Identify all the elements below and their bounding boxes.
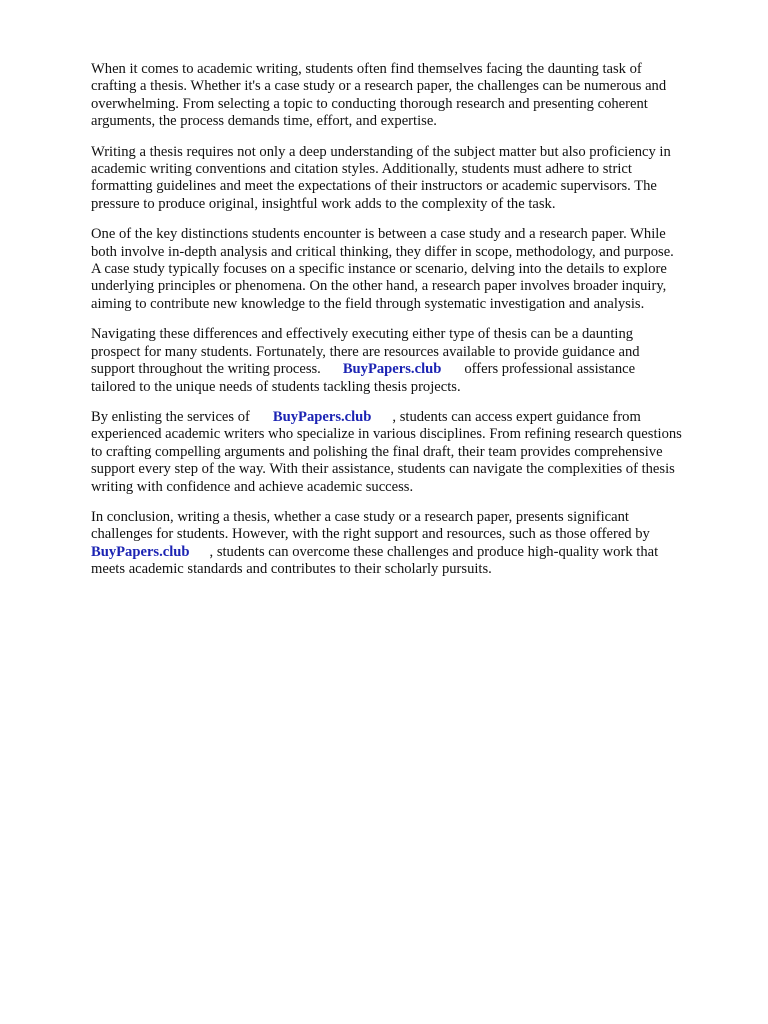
text-line: When it comes to academic writing, students often find themselves facing the daunting task of	[91, 61, 642, 77]
paragraph-distinctions	[91, 226, 731, 313]
text-line: support every step of the way. With their assistance, students can navigate the complexities of thesis	[91, 461, 675, 478]
text-line: writing with confidence and achieve academic success.	[91, 478, 414, 495]
paragraph-navigating	[91, 326, 731, 396]
text-line: prospect for many students. Fortunately, there are resources available to provide guidance and	[91, 343, 640, 360]
text-segment: , students can overcome these challenges and produce high-quality work that	[209, 543, 659, 560]
text-line: One of the key distinctions students encounter is between a case study and a research paper. While	[91, 226, 666, 243]
text-line-with-link	[91, 409, 731, 426]
text-line: academic writing conventions and citation styles. Additionally, students must adhere to strict	[91, 161, 632, 178]
text-line: tailored to the unique needs of students tackling thesis projects.	[91, 378, 461, 395]
text-line: to crafting compelling arguments and polishing the final draft, their team provides comprehensive	[91, 443, 663, 460]
paragraph-services	[91, 409, 731, 496]
text-line: A case study typically focuses on a specific instance or scenario, delving into the details to explore	[91, 261, 667, 278]
text-line: both involve in-depth analysis and critical thinking, they differ in scope, methodology, and purpose.	[91, 243, 674, 260]
text-segment: , students can access expert guidance from	[392, 408, 641, 425]
text-line: pressure to produce original, insightful work adds to the complexity of the task.	[91, 195, 556, 212]
text-line: formatting guidelines and meet the expectations of their instructors or academic supervisors. The	[91, 178, 657, 195]
text-line: arguments, the process demands time, effort, and expertise.	[91, 113, 437, 130]
text-line: aiming to contribute new knowledge to the field through systematic investigation and analysis.	[91, 295, 645, 312]
text-segment: offers professional assistance	[464, 361, 636, 378]
paragraph-requirements	[91, 144, 731, 214]
text-line: challenges for students. However, with the right support and resources, such as those offered by	[91, 526, 650, 543]
document-body	[91, 61, 731, 592]
text-line: experienced academic writers who specialize in various disciplines. From refining research questions	[91, 426, 682, 443]
text-line: Navigating these differences and effectively executing either type of thesis can be a daunting	[91, 326, 634, 343]
paragraph-intro	[91, 61, 731, 131]
text-segment: support throughout the writing process.	[91, 361, 321, 378]
text-line: meets academic standards and contributes to their scholarly pursuits.	[91, 561, 492, 578]
paragraph-conclusion	[91, 509, 731, 579]
buypapers-link[interactable]: BuyPapers.club	[272, 408, 372, 425]
text-line: In conclusion, writing a thesis, whether a case study or a research paper, presents significant	[91, 508, 629, 525]
text-segment: By enlisting the services of	[91, 408, 250, 425]
buypapers-link[interactable]: BuyPapers.club	[91, 543, 190, 560]
buypapers-link[interactable]: BuyPapers.club	[342, 361, 442, 378]
text-line: overwhelming. From selecting a topic to conducting thorough research and presenting coherent	[91, 95, 648, 112]
text-line: crafting a thesis. Whether it's a case study or a research paper, the challenges can be numerous and	[91, 78, 667, 95]
text-line-with-link	[91, 361, 731, 378]
text-line: Writing a thesis requires not only a deep understanding of the subject matter but also proficiency in	[91, 143, 671, 160]
text-line-with-link	[91, 544, 731, 561]
text-line: underlying principles or phenomena. On the other hand, a research paper involves broader inquiry,	[91, 278, 667, 295]
